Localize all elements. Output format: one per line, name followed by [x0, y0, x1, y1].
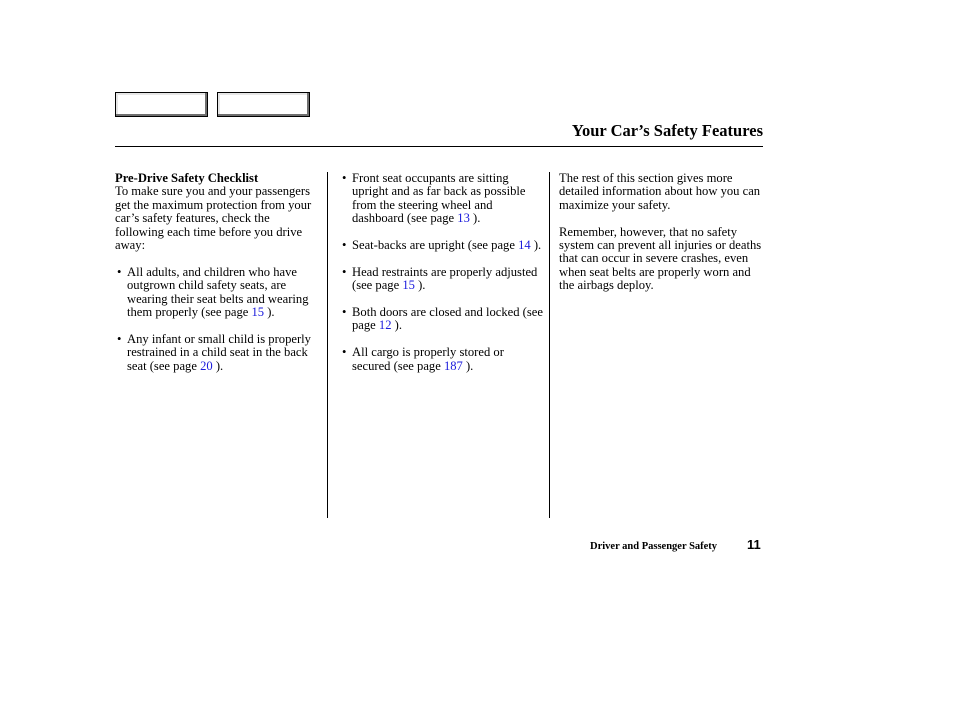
checklist-item-end: ).	[391, 318, 403, 333]
summary-paragraph: The rest of this section gives more detailed information about how you can maximize your safety.	[559, 171, 761, 212]
bullet-icon: •	[342, 264, 347, 279]
checklist-item-end: ).	[462, 358, 474, 373]
checklist-item-text: Any infant or small child is properly restrained in a child seat in the back seat (see page	[127, 331, 311, 373]
checklist-item-text: Head restraints are properly adjusted (see page	[352, 264, 538, 293]
column-checklist-items	[340, 172, 545, 373]
page-title: Your Car’s Safety Features	[571, 121, 763, 140]
checklist-item-end: ).	[469, 211, 481, 226]
page-link[interactable]: 15	[402, 278, 415, 293]
bullet-icon: •	[342, 171, 347, 185]
bullet-icon: •	[117, 264, 122, 279]
checklist-item-text: Both doors are closed and locked (see page	[352, 305, 543, 333]
checklist-item	[115, 266, 317, 320]
checklist-item	[340, 346, 545, 373]
next-page-button[interactable]	[217, 92, 310, 117]
page-number: 11	[747, 537, 761, 552]
checklist-item	[340, 266, 545, 293]
checklist-item	[340, 239, 545, 252]
column-divider	[327, 172, 328, 518]
bullet-icon: •	[342, 305, 347, 320]
column-divider	[549, 172, 550, 518]
checklist-item-text: All cargo is properly stored or secured (see page	[352, 345, 504, 373]
page-link[interactable]: 13	[457, 211, 470, 226]
checklist-item	[340, 172, 545, 226]
checklist-item-end: ).	[212, 358, 224, 373]
checklist-item-end: ).	[530, 238, 542, 253]
checklist-item-end: ).	[414, 278, 426, 293]
checklist-item-text: Front seat occupants are sitting upright and as far back as possible from the steering wheel and dashboard (see page	[352, 171, 526, 226]
checklist-item-text: Seat-backs are upright (see page	[352, 238, 519, 253]
page-link[interactable]: 12	[378, 318, 392, 333]
bullet-icon: •	[342, 238, 347, 253]
bullet-icon: •	[342, 345, 347, 360]
section-heading: Pre-Drive Safety Checklist	[115, 171, 259, 185]
summary-paragraph: Remember, however, that no safety system can prevent all injuries or deaths that can occur in severe crashes, even when seat belts are properly worn and the airbags deploy.	[559, 224, 762, 293]
header-divider	[115, 146, 763, 147]
page-link[interactable]: 187	[443, 358, 463, 373]
page-link[interactable]: 15	[251, 305, 265, 320]
bullet-icon: •	[117, 331, 122, 346]
page-link[interactable]: 20	[200, 358, 213, 373]
previous-page-button[interactable]	[115, 92, 208, 117]
column-summary	[559, 172, 769, 293]
footer-section-title: Driver and Passenger Safety	[590, 541, 718, 552]
page-link[interactable]: 14	[518, 238, 531, 253]
checklist-item	[115, 333, 317, 373]
intro-paragraph: To make sure you and your passengers get the maximum protection from your car’s safety features, check the following each time before you drive away:	[115, 184, 312, 253]
checklist-item-end: ).	[264, 305, 275, 320]
checklist-item	[340, 306, 545, 333]
column-checklist-intro	[115, 172, 317, 373]
checklist-item-text: All adults, and children who have outgrown child safety seats, are wearing their seat belts and wearing them properly (see page	[127, 264, 309, 320]
